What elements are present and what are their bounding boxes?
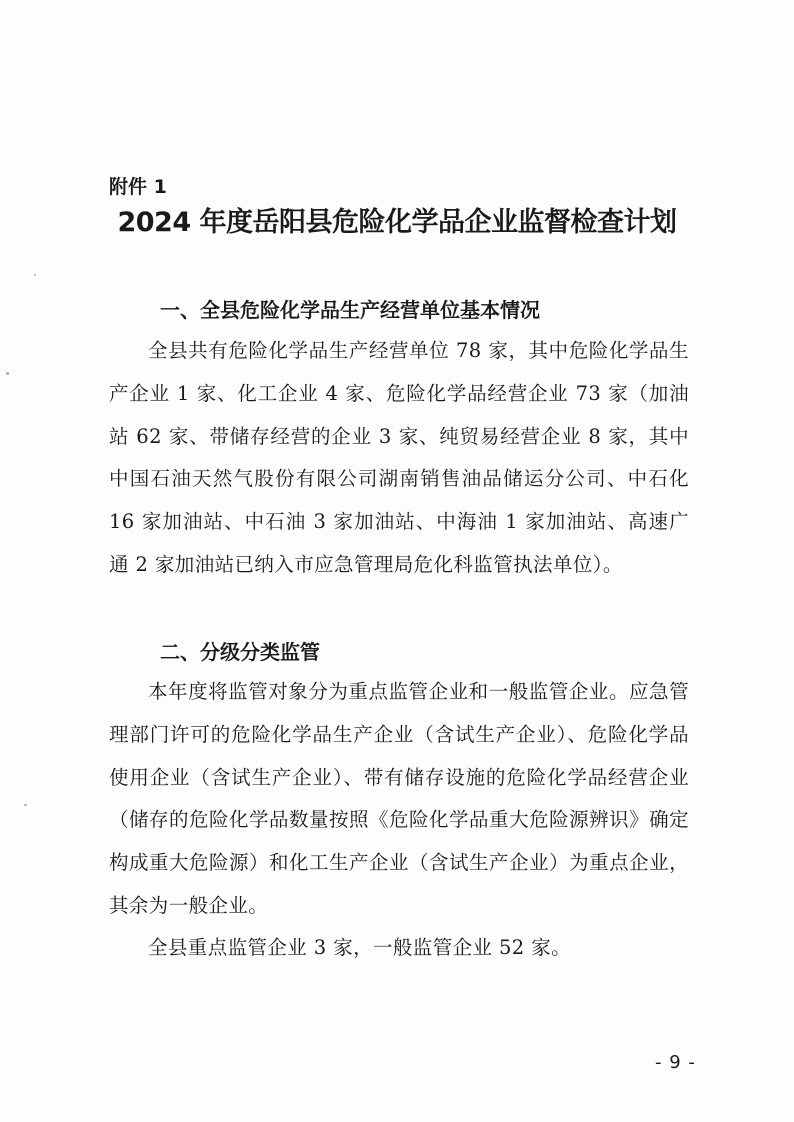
paragraph-basic-info: 全县共有危险化学品生产经营单位 78 家，其中危险化学品生产企业 1 家、化工企业 4 家、危险化学品经营企业 73 家（加油站 62 家、带储存经营的企业 3 家、纯贸易经营企业 8 家，其中中国石油天然气股份有限公司湖南销售油品储运分公司、中石化 16 家加油站、中石油 3 家加油站、中海油 1 家加油站、高速广通 2 家加油站已纳入市应急管理局危化科监管执法单位）。 bbox=[109, 339, 689, 576]
section-heading-basic-info: 一、全县危险化学品生产经营单位基本情况 bbox=[160, 298, 540, 322]
section-heading-classification: 二、分级分类监管 bbox=[160, 640, 320, 664]
attachment-label: 附件 1 bbox=[109, 176, 167, 198]
scan-speck bbox=[6, 372, 9, 375]
scan-speck bbox=[24, 804, 27, 806]
scan-speck bbox=[34, 274, 36, 276]
paragraph-enterprise-count: 全县重点监管企业 3 家，一般监管企业 52 家。 bbox=[148, 936, 572, 959]
paragraph-classification: 本年度将监管对象分为重点监管企业和一般监管企业。应急管理部门许可的危险化学品生产企业（含试生产企业）、危险化学品使用企业（含试生产企业）、带有储存设施的危险化学品经营企业（储存的危险化学品数量按照《危险化学品重大危险源辨识》确定构成重大危险源）和化工生产企业（含试生产企业）为重点企业，其余为一般企业。 bbox=[109, 680, 689, 917]
document-title: 2024 年度岳阳县危险化学品企业监督检查计划 bbox=[117, 207, 677, 238]
page-number: - 9 - bbox=[655, 1052, 696, 1073]
